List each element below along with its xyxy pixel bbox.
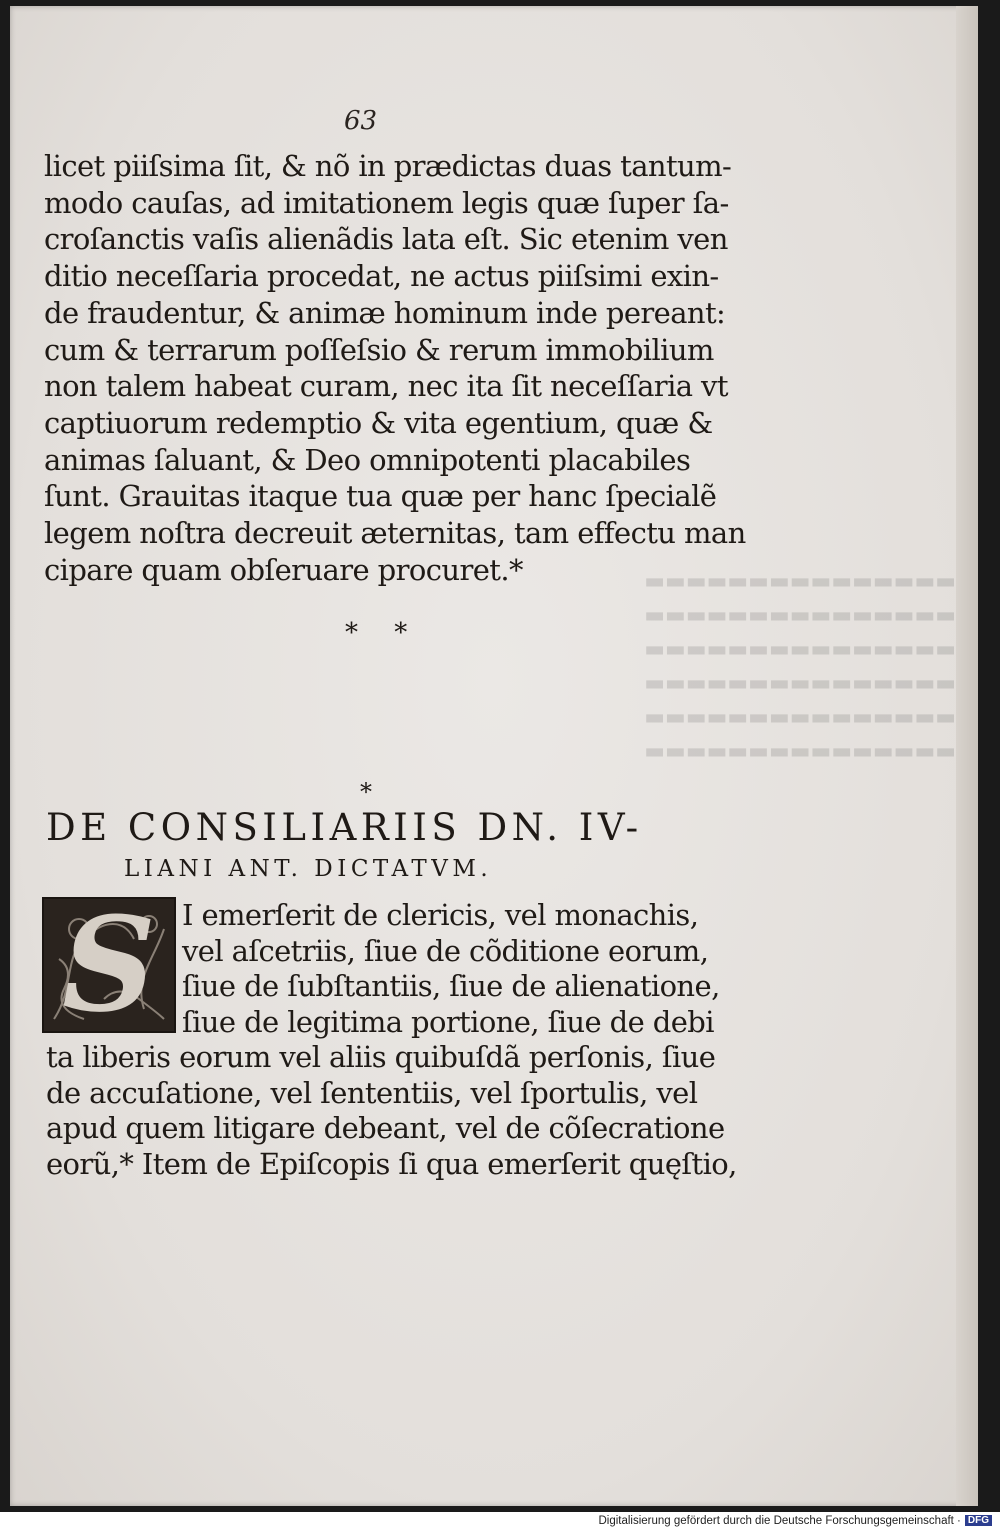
text-line: de fraudentur, & animæ hominum inde pereant: (44, 295, 726, 330)
text-line: de accuſatione, vel ſententiis, vel ſportulis, vel (46, 1075, 698, 1110)
separator-stars: * * (345, 618, 422, 648)
body-paragraph-2-full (46, 1040, 737, 1182)
text-line: vel aſcetriis, ſiue de cõditione eorum, (182, 933, 709, 968)
text-line: ſiue de legitima portione, ſiue de debi (182, 1004, 714, 1039)
text-line: eorũ,* Item de Epiſcopis ſi qua emerſerit quęſtio, (46, 1146, 737, 1181)
text-line: animas ſaluant, & Deo omnipotenti placabiles (44, 442, 691, 477)
text-line: captiuorum redemptio & vita egentium, quæ & (44, 405, 713, 440)
text-line: non talem habeat curam, nec ita ſit neceſſaria vt (44, 369, 728, 404)
text-line: cipare quam obſeruare procuret.* (44, 552, 523, 587)
section-heading-line-2: LIANI ANT. DICTATVM. (124, 856, 493, 882)
text-line: cum & terrarum poſſeſsio & rerum immobilium (44, 332, 714, 367)
text-line: modo cauſas, ad imitationem legis quæ ſuper ſa- (44, 185, 729, 220)
text-line: ſunt. Grauitas itaque tua quæ per hanc ſpecialẽ (44, 479, 717, 514)
text-line: legem noſtra decreuit æternitas, tam effectu man (44, 516, 746, 551)
text-line: ta liberis eorum vel aliis quibuſdã perſonis, ſiue (46, 1040, 716, 1074)
initial-letter: S (62, 897, 156, 1033)
text-line: apud quem litigare debeant, vel de cõſecratione (46, 1111, 725, 1146)
body-paragraph-2-indented (182, 898, 720, 1040)
show-through-bleed: ▬▬▬▬▬▬▬▬▬▬▬▬▬▬▬ ▬▬▬▬▬▬▬▬▬▬▬▬▬▬▬ ▬▬▬▬▬▬▬▬▬▬▬▬▬▬▬ ▬▬▬▬▬▬▬▬▬▬▬▬▬▬▬ ▬▬▬▬▬▬▬▬▬▬▬▬▬▬▬ ▬▬▬▬▬▬▬▬▬▬▬▬▬▬▬ (644, 569, 956, 764)
page-edge (956, 6, 978, 1506)
digitization-credit (598, 1515, 992, 1527)
text-line: I emerſerit de clericis, vel monachis, (182, 898, 699, 932)
body-paragraph-1 (44, 148, 746, 588)
heading-star: * (360, 778, 372, 806)
text-line: croſanctis vaſis alienãdis lata eſt. Sic etenim ven (44, 222, 728, 257)
text-line: ditio neceſſaria procedat, ne actus piiſsimi exin- (44, 259, 719, 294)
credit-text: Digitalisierung gefördert durch die Deutsche Forschungsgemeinschaft · (598, 1515, 961, 1527)
dfg-logo: DFG (965, 1515, 992, 1526)
section-heading-line-1: DE CONSILIARIIS DN. IV- (46, 806, 643, 849)
page-number: 63 (344, 106, 378, 136)
text-line: licet piiſsima ſit, & nõ in prædictas duas tantum- (44, 149, 732, 183)
text-line: ſiue de ſubſtantiis, ſiue de alienatione, (182, 969, 720, 1003)
decorated-initial (42, 897, 176, 1033)
